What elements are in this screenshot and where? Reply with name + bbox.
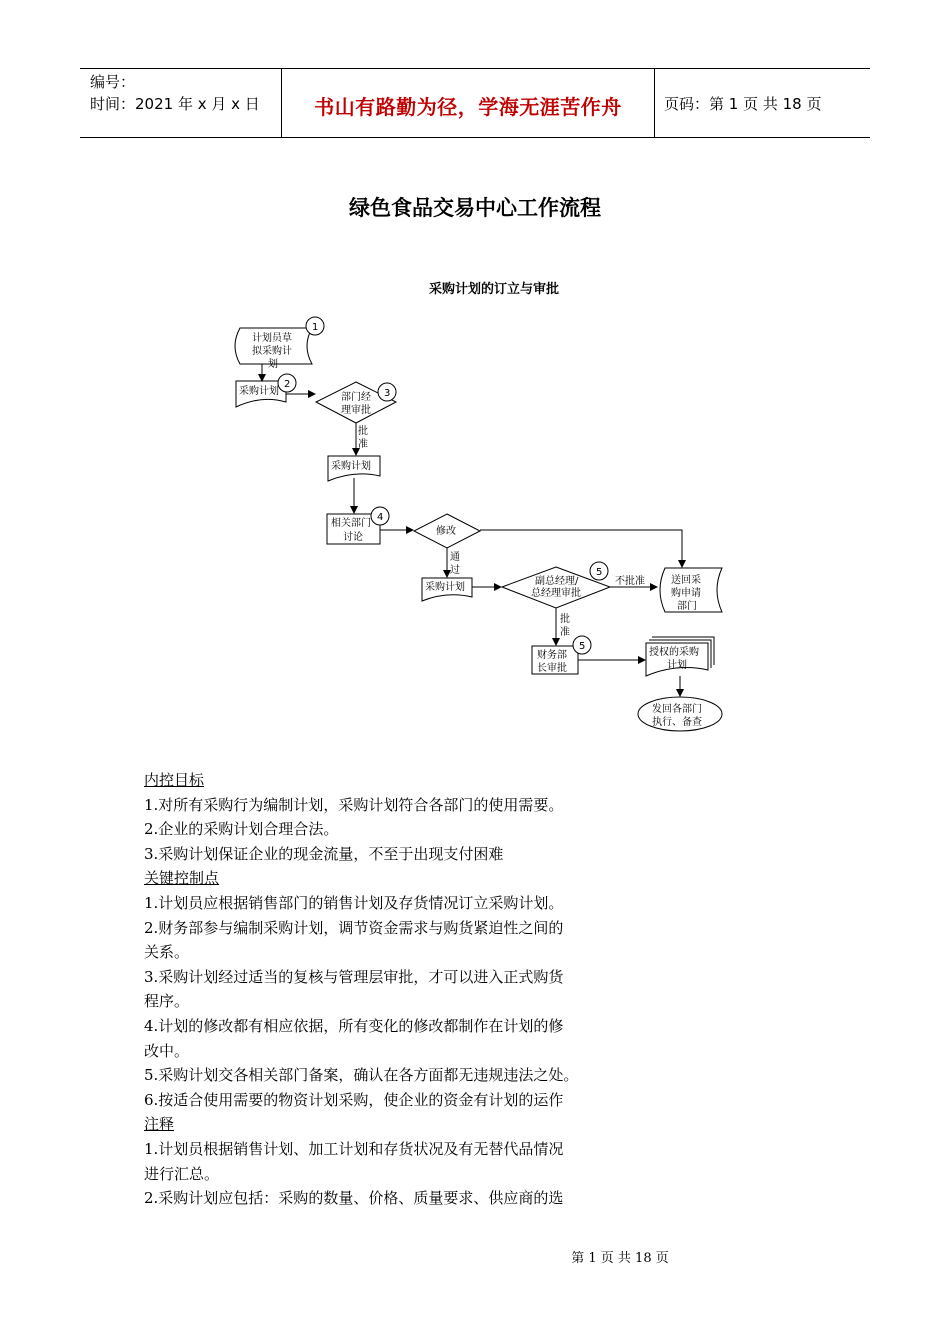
node-label: 总经理审批: [531, 588, 581, 599]
paragraph-line: 6.按适合使用需要的物资计划采购，使企业的资金有计划的运作: [144, 1090, 564, 1109]
step-number: 4: [377, 512, 384, 523]
node-label: 发回各部门: [652, 704, 702, 715]
arrow: [480, 530, 682, 567]
node-label: 计划员草: [252, 333, 292, 344]
step-number: 5: [579, 641, 586, 652]
step-number: 2: [284, 379, 291, 390]
node-label: 划: [268, 359, 278, 370]
date-label: 时间：2021 年 x 月 x 日: [90, 95, 260, 113]
paragraph-line: 3.采购计划保证企业的现金流量，不至于出现支付困难: [144, 844, 504, 863]
document-title: 绿色食品交易中心工作流程: [349, 196, 601, 220]
flowchart-title: 采购计划的订立与审批: [428, 282, 559, 297]
paragraph-line: 2.企业的采购计划合理合法。: [144, 820, 339, 839]
node-label: 部门: [677, 601, 697, 612]
edge-label: 过: [450, 565, 460, 576]
edge-label: 准: [560, 627, 570, 638]
node-label: 执行、备查: [652, 717, 702, 728]
node-label: 讨论: [343, 532, 363, 543]
node-label: 购申请: [671, 588, 701, 599]
number-label: 编号：: [90, 73, 136, 91]
node-label: 相关部门: [331, 518, 371, 529]
body-text: [144, 768, 614, 1211]
edge-label: 批: [560, 614, 570, 625]
node-label: 拟采购计: [252, 346, 292, 357]
section-heading: 注释: [144, 1115, 175, 1134]
paragraph-line: 4.计划的修改都有相应依据，所有变化的修改都制作在计划的修: [144, 1016, 564, 1035]
paragraph-line: 1.计划员应根据销售部门的销售计划及存货情况订立采购计划。: [144, 893, 564, 912]
section-heading: 关键控制点: [144, 869, 220, 888]
paragraph-line: 进行汇总。: [144, 1164, 220, 1183]
node-label: 财务部: [537, 650, 567, 661]
paragraph-line: 2.采购计划应包括：采购的数量、价格、质量要求、供应商的选: [144, 1189, 564, 1208]
node-label: 采购计划: [331, 461, 371, 472]
node-label: 送回采: [671, 575, 701, 586]
node-label: 副总经理/: [535, 576, 579, 587]
edge-label: 批: [358, 426, 368, 437]
edge-label: 不批准: [615, 576, 645, 587]
step-number: 3: [384, 388, 391, 399]
header-page-info: 页码：第 1 页 共 18 页: [664, 95, 822, 113]
paragraph-line: 1.计划员根据销售计划、加工计划和存货状况及有无替代品情况: [144, 1139, 564, 1158]
header-motto: 书山有路勤为径，学海无涯苦作舟: [314, 95, 622, 119]
paragraph-line: 3.采购计划经过适当的复核与管理层审批，才可以进入正式购货: [144, 967, 564, 986]
paragraph-line: 1.对所有采购行为编制计划，采购计划符合各部门的使用需要。: [144, 795, 564, 814]
step-number: 1: [312, 322, 319, 333]
node-label: 授权的采购: [649, 647, 699, 658]
edge-label: 准: [358, 439, 368, 450]
node-label: 部门经: [341, 392, 371, 403]
edge-label: 通: [450, 552, 460, 563]
step-number: 5: [596, 567, 603, 578]
node-label: 长审批: [537, 663, 567, 674]
paragraph-line: 改中。: [144, 1041, 190, 1060]
paragraph-line: 2.财务部参与编制采购计划，调节资金需求与购货紧迫性之间的: [144, 918, 564, 937]
node-label: 计划: [667, 660, 687, 671]
paragraph-line: 程序。: [144, 992, 190, 1011]
node-label: 理审批: [341, 405, 371, 416]
node-label: 采购计划: [425, 582, 465, 593]
paragraph-line: 5.采购计划交各相关部门备案，确认在各方面都无违规违法之处。: [144, 1066, 579, 1085]
section-heading: 内控目标: [144, 771, 205, 789]
node-label: 采购计划: [239, 386, 279, 397]
paragraph-line: 关系。: [144, 943, 190, 962]
page-footer: 第 1 页 共 18 页: [571, 1251, 669, 1266]
node-label: 修改: [436, 526, 456, 537]
